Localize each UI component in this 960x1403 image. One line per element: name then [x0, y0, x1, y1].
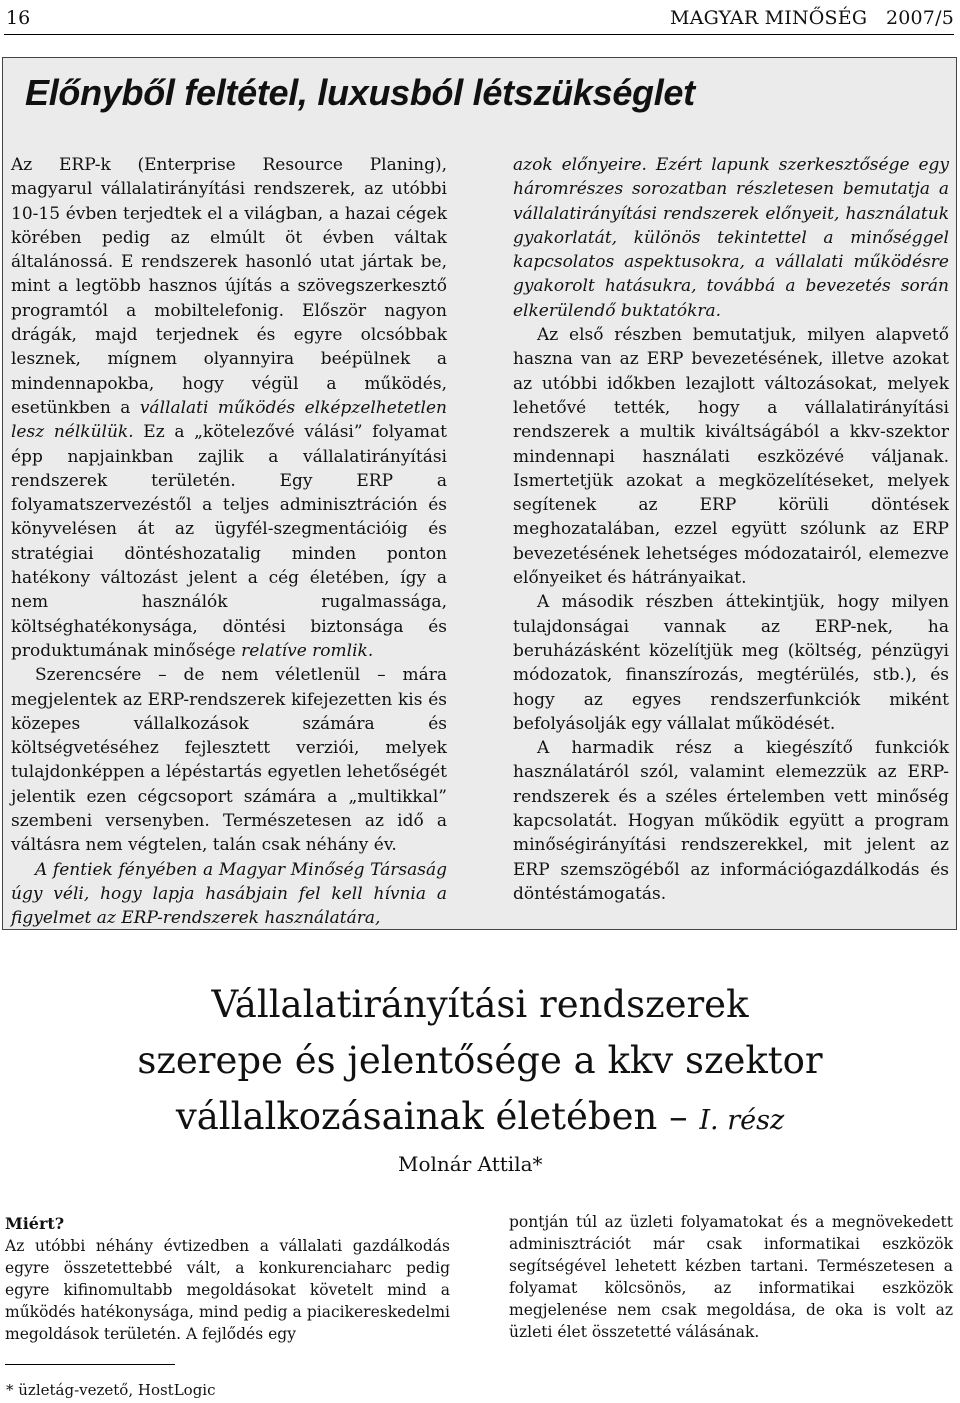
italic-text: vállalati működés elképzelhetetlen lesz nélkülük. — [11, 397, 447, 443]
running-title: MAGYAR MINŐSÉG 2007/5 — [670, 7, 954, 29]
italic-text: relatíve romlik. — [241, 640, 374, 661]
editorial-paragraph — [513, 736, 949, 906]
text-run: A második részben áttekintjük, hogy milyen tulajdonságai vannak az ERP-nek, ha beruházásként közelítjük meg (költség, pénzügyi módozatok, finanszírozás, megtérülés, stb.), és hogy az egyes rendszerfunkciók miként befolyásolják egy vállalat működését. — [513, 592, 949, 734]
editorial-paragraph — [11, 858, 447, 931]
article-title-line-2: szerepe és jelentősége a kkv szektor — [137, 1039, 823, 1082]
article-part-label: I. rész — [699, 1105, 785, 1136]
italic-text: A fentiek fényében a Magyar Minőség Társaság úgy véli, hogy lapja hasábjain fel kell hívnia a figyelmet az ERP-rendszerek használatára, — [11, 859, 447, 929]
editorial-title: Előnyből feltétel, luxusból létszükséglet — [25, 72, 695, 113]
editorial-paragraph — [513, 153, 949, 323]
editorial-paragraph — [11, 663, 447, 857]
text-run: Szerencsére – de nem véletlenül – mára megjelentek az ERP-rendszerek kifejezetten kis és közepes vállalkozások számára és költségvetéséhez fejlesztett verziói, melyek tulajdonképpen a lépéstartás egyetlen lehetőségét jelentik ezen cégcsoport számára a „multikkal” szembeni versenyben. Természetesen az idő a váltásra nem végtelen, talán csak néhány év. — [11, 665, 447, 856]
article-column-right — [509, 1211, 953, 1343]
article-paragraph: pontján túl az üzleti folyamatokat és a megnövekedett adminisztrációt már csak informatikai eszközök segítségével lehetett kézben tartani. Természetesen a folyamat kölcsönös, az informatikai eszközök megjelenése nem csak megoldása, de oka is volt az üzleti élet összetetté válásának. — [509, 1213, 953, 1341]
article-column-left — [5, 1213, 450, 1345]
text-run: A harmadik rész a kiegészítő funkciók használatáról szól, valamint elemezzük az ERP-rendszerek és a széles értelemben vett minőség kapcsolatát. Hogyan működik együtt a program minőségirányítási rendszerekkel, mit jelent az ERP szemszögéből az információgazdálkodás és döntéstámogatás. — [513, 738, 949, 904]
page-number: 16 — [6, 7, 31, 29]
author-name: Molnár Attila* — [398, 1152, 543, 1176]
article-title — [0, 977, 960, 1149]
footnote: * üzletág-vezető, HostLogic — [6, 1381, 216, 1399]
article-title-line-1: Vállalatirányítási rendszerek — [211, 983, 749, 1026]
running-header — [4, 4, 954, 35]
editorial-column-left — [11, 153, 447, 931]
footnote-rule — [5, 1364, 175, 1365]
editorial-paragraph — [11, 153, 447, 663]
article-paragraph: Az utóbbi néhány évtizedben a vállalati gazdálkodás egyre összetettebbé vált, a konkurenciaharc pedig egyre kifinomultabb megoldásokat követelt mind a működés hatékonysága, mind pedig a piacikereskedelmi megoldások területén. A fejlődés egy — [5, 1237, 450, 1343]
text-run: Az első részben bemutatjuk, milyen alapvető haszna van az ERP bevezetésének, illetve azokat az utóbbi időkben lezajlott változásokat, melyek lehetővé tették, hogy a vállalatirányítási rendszerek a multik kiváltságából a kkv-szektor mindennapi használati eszközévé váljanak. Ismertetjük azokat a megközelítéseket, melyek segítenek az ERP körüli döntések meghozatalában, ezzel együtt szólunk az ERP bevezetésének lehetséges módozatairól, elemezve előnyeiket és hátrányaikat. — [513, 325, 949, 589]
text-run: Az ERP-k (Enterprise Resource Planing), magyarul vállalatirányítási rendszerek, az utóbbi 10-15 évben terjedtek el a világban, a hazai cégek körében pedig az elmúlt öt évben váltak általánossá. E rendszerek hasonló utat jártak be, mint a legtöbb hasznos újítás a szövegszerkesztő programtól a mobiltelefonig. Először nagyon drágák, majd terjednek és egyre olcsóbbak lesznek, mígnem olyannyira beépülnek a mindennapokba, hogy végül a működés, esetünkben a — [11, 155, 447, 418]
section-heading: Miért? — [5, 1214, 65, 1233]
editorial-paragraph — [513, 323, 949, 590]
article-title-line-3 — [0, 1089, 960, 1149]
editorial-box — [2, 57, 957, 930]
editorial-column-right — [513, 153, 949, 906]
article-title-line-3-text: vállalkozásainak életében – — [175, 1095, 688, 1138]
editorial-paragraph — [513, 590, 949, 736]
text-run: Ez a „kötelezővé válási” folyamat épp napjainkban zajlik a vállalatirányítási rendszerek területén. Egy ERP a folyamatszervezéstől a teljes adminisztráción és könyvelésen át az ügyfél-szegmentációig és stratégiai döntéshozatalig minden ponton hatékony változást jelent a cég életében, így a nem használók rugalmassága, költséghatékonysága, döntési biztonsága és produktumának minősége — [11, 422, 447, 661]
italic-text: azok előnyeire. Ezért lapunk szerkesztősége egy háromrészes sorozatban részletesen bemutatja a vállalatirányítási rendszerek előnyeit, használatuk gyakorlatát, különös tekintettel a minőséggel kapcsolatos aspektusokra, a vállalati működésre gyakorolt hatásukra, továbbá a bevezetés során elkerülendő buktatókra. — [513, 155, 949, 321]
